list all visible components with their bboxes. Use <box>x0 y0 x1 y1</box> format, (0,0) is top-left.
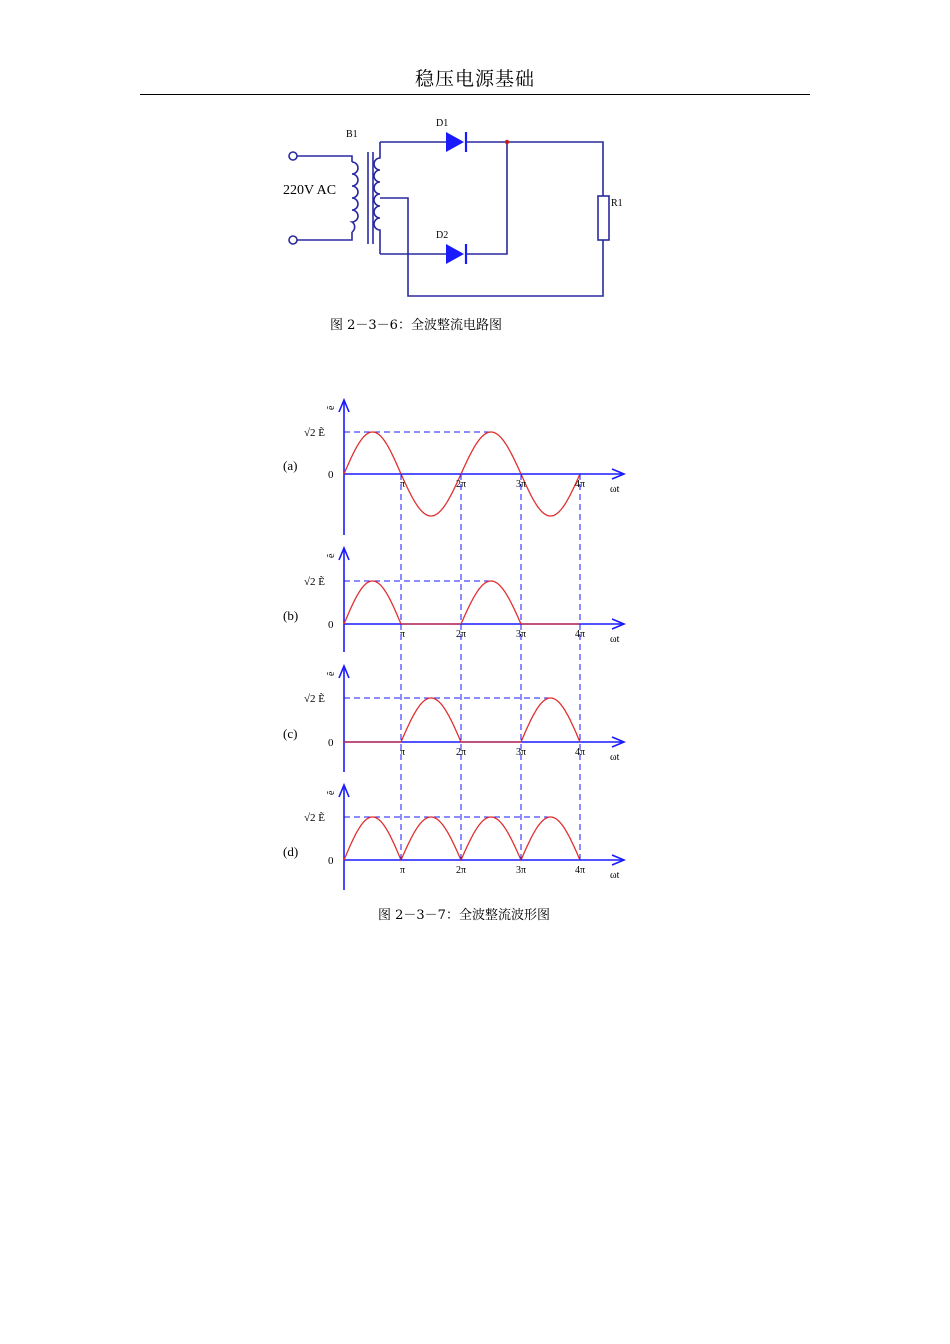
source-label: 220V AC <box>283 183 337 198</box>
diode2-label: D2 <box>436 230 449 241</box>
waveform-half-wave-even <box>344 698 580 742</box>
tick-label: 4π <box>575 629 586 640</box>
diode1-label: D1 <box>436 118 449 129</box>
y-axis-label: ẽ <box>326 405 337 410</box>
x-axis-label: ωt <box>610 752 620 763</box>
peak-label: √2 Ẽ <box>304 427 326 439</box>
tick-label: 4π <box>575 747 586 758</box>
input-terminal-top <box>289 152 297 160</box>
secondary-coil <box>374 142 380 254</box>
tick-label: 2π <box>456 865 467 876</box>
zero-label: 0 <box>328 619 334 631</box>
waveform-caption: 图 2－3－7：全波整流波形图 <box>378 908 550 923</box>
tick-label: 3π <box>516 747 527 758</box>
transformer-label: B1 <box>346 129 358 140</box>
diode-d2 <box>446 244 466 264</box>
panel-label: (c) <box>283 726 298 741</box>
input-terminal-bottom <box>289 236 297 244</box>
x-axis-label: ωt <box>610 484 620 495</box>
tick-label: 4π <box>575 865 586 876</box>
tick-label: 3π <box>516 865 527 876</box>
resistor-r1 <box>598 196 609 240</box>
y-axis-label: ẽ <box>326 553 337 558</box>
x-axis-label: ωt <box>610 870 620 881</box>
y-axis-label: ẽ <box>326 790 337 795</box>
panel-label: (d) <box>283 844 299 859</box>
tick-label: 3π <box>516 629 527 640</box>
full-wave-rectifier-circuit <box>270 110 630 310</box>
tick-label: 3π <box>516 479 527 490</box>
primary-coil <box>352 162 358 232</box>
rectification-waveforms <box>270 390 640 900</box>
peak-label: √2 Ẽ <box>304 812 326 824</box>
panel-label: (a) <box>283 458 298 473</box>
tick-label: π <box>400 629 406 640</box>
zero-label: 0 <box>328 855 334 867</box>
y-axis-label: ẽ <box>326 671 337 676</box>
tick-label: 2π <box>456 747 467 758</box>
resistor-label: R1 <box>611 198 623 209</box>
waveform-half-wave-odd <box>344 581 580 624</box>
page-header-title: 稳压电源基础 <box>414 68 535 90</box>
tick-label: π <box>400 865 406 876</box>
peak-label: √2 Ẽ <box>304 693 326 705</box>
tick-label: π <box>400 747 406 758</box>
tick-label: 2π <box>456 479 467 490</box>
waveform-full-wave-rectified <box>344 817 580 860</box>
peak-label: √2 Ẽ <box>304 576 326 588</box>
tick-label: 4π <box>575 479 586 490</box>
zero-label: 0 <box>328 469 334 481</box>
tick-label: π <box>400 479 406 490</box>
panel-label: (b) <box>283 608 299 623</box>
x-axis-label: ωt <box>610 634 620 645</box>
tick-label: 2π <box>456 629 467 640</box>
header-divider <box>140 94 810 95</box>
circuit-caption: 图 2－3－6：全波整流电路图 <box>330 318 502 333</box>
junction-dot <box>505 140 509 144</box>
diode-d1 <box>446 132 466 152</box>
zero-label: 0 <box>328 737 334 749</box>
